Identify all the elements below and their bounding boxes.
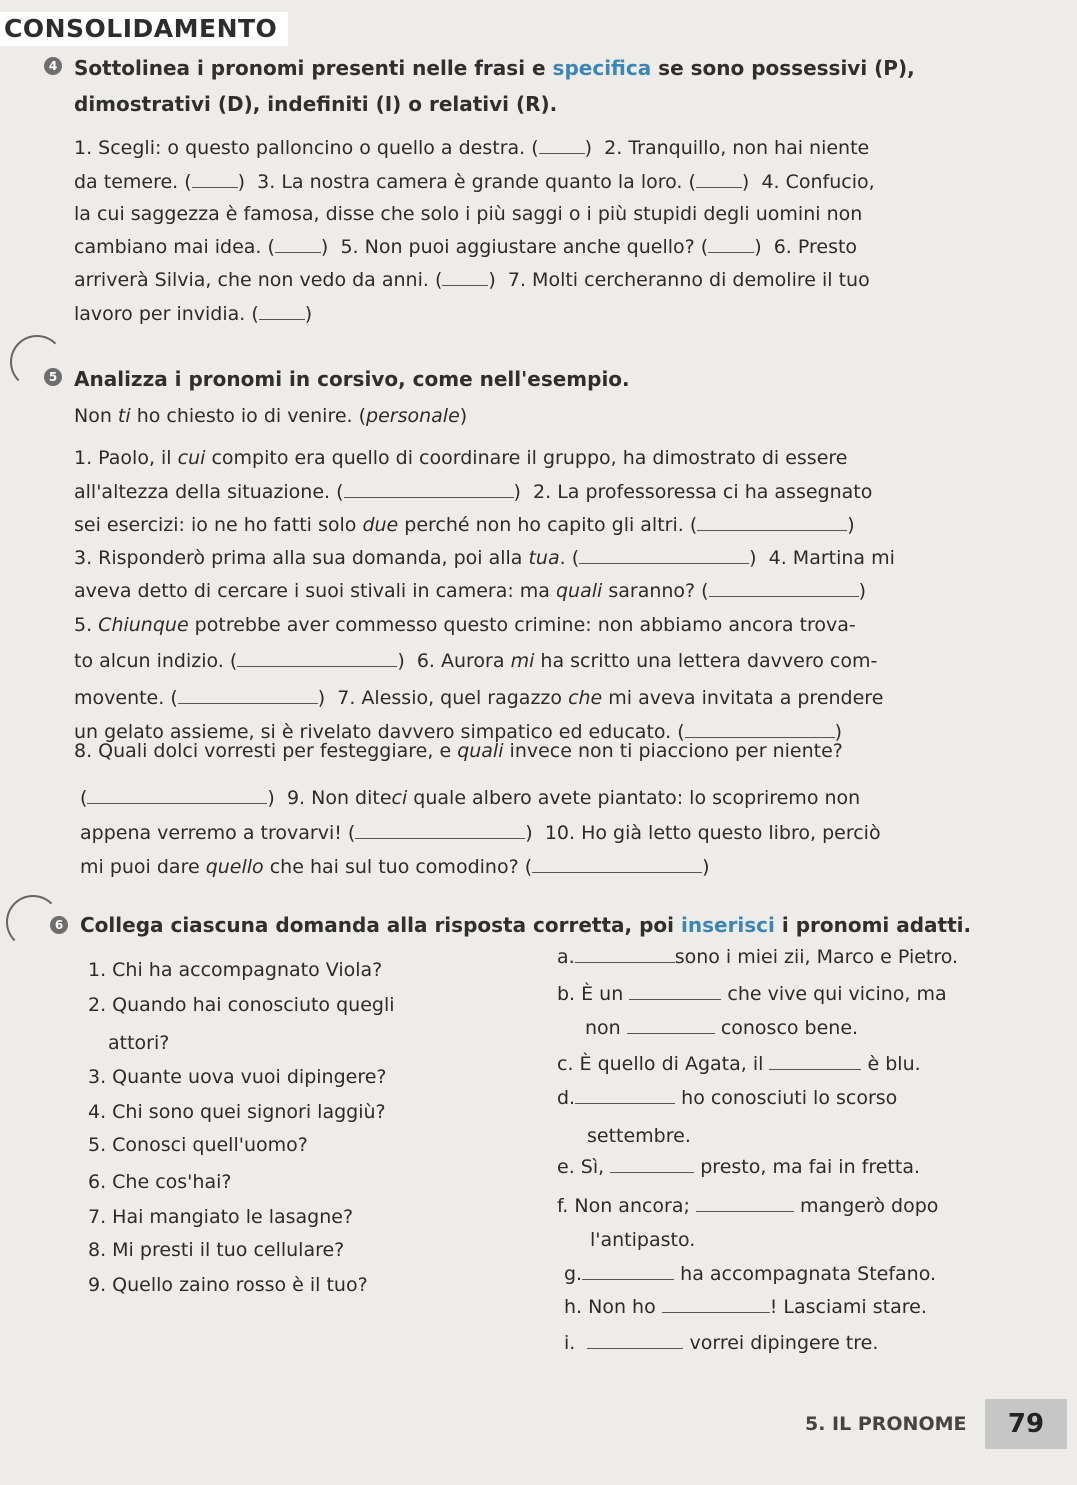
exercise-6-badge: 6 [50, 916, 68, 934]
answer-blank[interactable] [709, 582, 859, 597]
answer-h: h. Non ho ! Lasciami stare. [564, 1296, 927, 1318]
exercise-4-badge: 4 [44, 57, 62, 75]
section-header: CONSOLIDAMENTO [0, 12, 288, 46]
ex4-line-6: lavoro per invidia. ( ) [74, 303, 313, 325]
answer-blank[interactable] [662, 1298, 770, 1313]
answer-d: d. ho conosciuti lo scorso [557, 1087, 898, 1109]
answer-blank[interactable] [697, 516, 847, 531]
answer-e: e. Sì, presto, ma fai in fretta. [557, 1156, 921, 1178]
ex4-line-1: 1. Scegli: o questo palloncino o quello a destra. ( ) 2. Tranquillo, non hai niente [74, 137, 870, 159]
ex5-line-10: 8. Quali dolci vorresti per festeggiare, e quali invece non ti piacciono per niente? [74, 740, 843, 762]
answer-blank[interactable] [696, 1197, 794, 1212]
answer-b-cont: non conosco bene. [585, 1017, 859, 1039]
ex5-line-5: aveva detto di cercare i suoi stivali in camera: ma quali saranno? ( ) [74, 580, 867, 602]
answer-blank[interactable] [708, 238, 754, 253]
question-7: 7. Hai mangiato le lasagne? [88, 1206, 354, 1228]
answer-blank[interactable] [178, 689, 318, 704]
question-9: 9. Quello zaino rosso è il tuo? [88, 1274, 368, 1296]
answer-blank[interactable] [685, 723, 835, 738]
exercise-5-badge: 5 [44, 368, 62, 386]
question-2: 2. Quando hai conosciuto quegli [88, 994, 395, 1016]
question-3: 3. Quante uova vuoi dipingere? [88, 1066, 387, 1088]
answer-blank[interactable] [587, 1334, 683, 1349]
answer-blank[interactable] [192, 173, 238, 188]
answer-f-cont: l'antipasto. [590, 1229, 696, 1251]
answer-blank[interactable] [575, 948, 675, 963]
answer-blank[interactable] [575, 1089, 675, 1104]
answer-f: f. Non ancora; mangerò dopo [557, 1195, 939, 1217]
ex5-line-7: to alcun indizio. ( ) 6. Aurora mi ha scritto una lettera davvero com- [74, 650, 878, 672]
ex4-line-5: arriverà Silvia, che non vedo da anni. ( ) 7. Molti cercheranno di demolire il tuo [74, 269, 870, 291]
answer-d-cont: settembre. [587, 1125, 691, 1147]
ex5-line-11: ( ) 9. Non diteci quale albero avete piantato: lo scopriremo non [80, 787, 861, 809]
answer-c: c. È quello di Agata, il è blu. [557, 1053, 921, 1075]
question-2-cont: attori? [108, 1032, 170, 1054]
answer-blank[interactable] [87, 789, 267, 804]
ex5-line-3: sei esercizi: io ne ho fatti solo due perché non ho capito gli altri. ( ) [74, 514, 855, 536]
answer-blank[interactable] [344, 483, 514, 498]
ex5-line-9: un gelato assieme, si è rivelato davvero simpatico ed educato. ( ) [74, 721, 843, 743]
answer-blank[interactable] [259, 305, 305, 320]
ex5-example: Non ti ho chiesto io di venire. (personale) [74, 405, 468, 427]
exercise-5-instruction: Analizza i pronomi in corsivo, come nell'esempio. [74, 367, 630, 391]
answer-blank[interactable] [532, 858, 702, 873]
answer-blank[interactable] [275, 238, 321, 253]
ex5-line-12: appena verremo a trovarvi! ( ) 10. Ho già letto questo libro, perciò [80, 822, 881, 844]
answer-blank[interactable] [629, 985, 721, 1000]
answer-blank[interactable] [442, 271, 488, 286]
ex5-line-6: 5. Chiunque potrebbe aver commesso questo crimine: non abbiamo ancora trova- [74, 614, 856, 636]
ex5-line-13: mi puoi dare quello che hai sul tuo comodino? ( ) [80, 856, 710, 878]
exercise-4-instruction-line2: dimostrativi (D), indefiniti (I) o relativi (R). [74, 92, 558, 116]
ex4-line-2: da temere. ( ) 3. La nostra camera è grande quanto la loro. ( ) 4. Confucio, [74, 171, 875, 193]
question-1: 1. Chi ha accompagnato Viola? [88, 959, 383, 981]
answer-blank[interactable] [539, 139, 585, 154]
answer-i: i. vorrei dipingere tre. [564, 1332, 879, 1354]
exercise-4-instruction: Sottolinea i pronomi presenti nelle frasi e specifica se sono possessivi (P), [74, 56, 915, 80]
ex4-line-3: la cui saggezza è famosa, disse che solo i più saggi o i più stupidi degli uomini non [74, 203, 863, 225]
question-6: 6. Che cos'hai? [88, 1171, 232, 1193]
answer-a: a. sono i miei zii, Marco e Pietro. [557, 946, 959, 968]
answer-blank[interactable] [355, 824, 525, 839]
question-4: 4. Chi sono quei signori laggiù? [88, 1101, 386, 1123]
question-5: 5. Conosci quell'uomo? [88, 1134, 308, 1156]
page-number: 79 [985, 1399, 1067, 1449]
question-8: 8. Mi presti il tuo cellulare? [88, 1239, 345, 1261]
chapter-title: 5. IL PRONOME [805, 1413, 967, 1435]
answer-blank[interactable] [627, 1019, 715, 1034]
ex5-line-8: movente. ( ) 7. Alessio, quel ragazzo che mi aveva invitata a prendere [74, 687, 884, 709]
answer-blank[interactable] [579, 549, 749, 564]
answer-blank[interactable] [696, 173, 742, 188]
answer-g: g. ha accompagnata Stefano. [564, 1263, 937, 1285]
answer-blank[interactable] [769, 1055, 861, 1070]
answer-blank[interactable] [582, 1265, 674, 1280]
exercise-6-instruction: Collega ciascuna domanda alla risposta corretta, poi inserisci i pronomi adatti. [80, 913, 972, 937]
ex5-line-4: 3. Risponderò prima alla sua domanda, poi alla tua. ( ) 4. Martina mi [74, 547, 895, 569]
answer-blank[interactable] [610, 1158, 694, 1173]
ex5-line-1: 1. Paolo, il cui compito era quello di coordinare il gruppo, ha dimostrato di essere [74, 447, 848, 469]
answer-b: b. È un che vive qui vicino, ma [557, 983, 947, 1005]
ex4-line-4: cambiano mai idea. ( ) 5. Non puoi aggiustare anche quello? ( ) 6. Presto [74, 236, 858, 258]
answer-blank[interactable] [237, 652, 397, 667]
ex5-line-2: all'altezza della situazione. ( ) 2. La professoressa ci ha assegnato [74, 481, 873, 503]
